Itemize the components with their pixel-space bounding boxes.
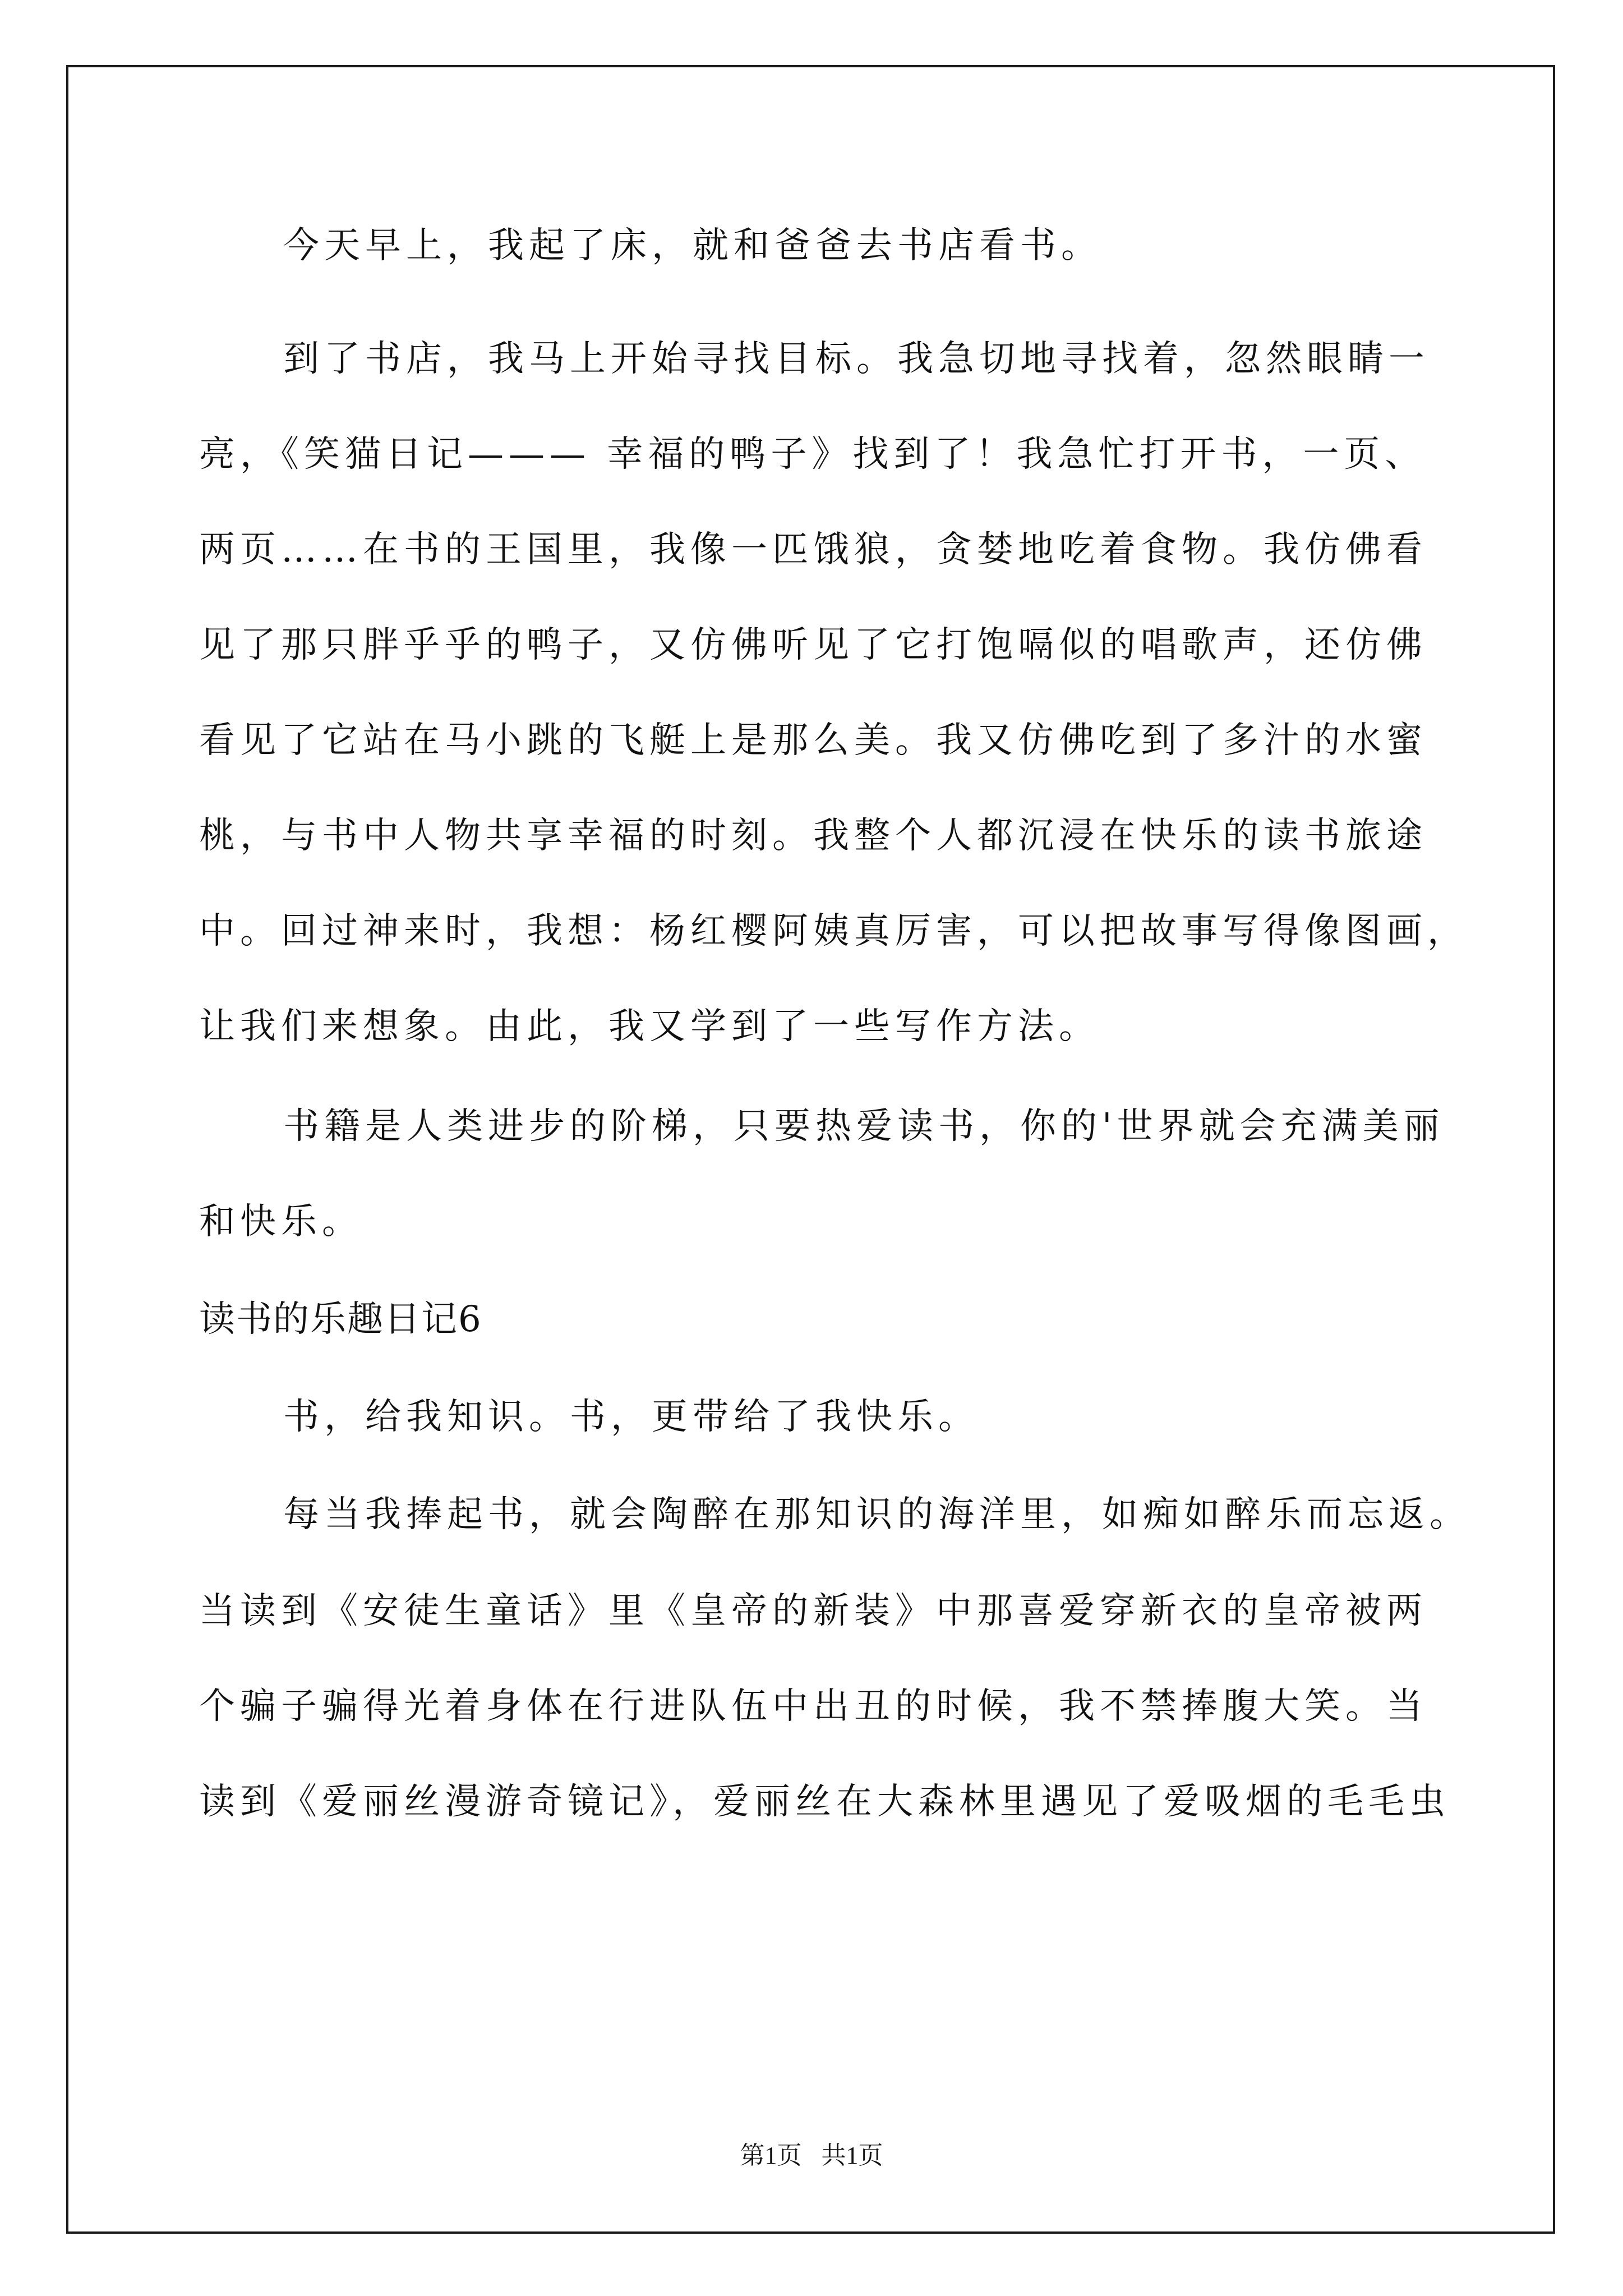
paragraph-line: 和快乐。 — [199, 1201, 363, 1243]
paragraph-line: 中。回过神来时，我想：杨红樱阿姨真厉害，可以把故事写得像图画， — [199, 910, 1468, 952]
paragraph-line: 每当我捧起书，就会陶醉在那知识的海洋里，如痴如醉乐而忘返。 — [283, 1494, 1470, 1535]
paragraph-line: 书籍是人类进步的阶梯，只要热爱读书，你的'世界就会充满美丽 — [283, 1106, 1445, 1147]
paragraph-line: 看见了它站在马小跳的飞艇上是那么美。我又仿佛吃到了多汁的水蜜 — [199, 720, 1427, 761]
paragraph-line: 让我们来想象。由此，我又学到了一些写作方法。 — [199, 1006, 1100, 1047]
paragraph-line: 两页……在书的王国里，我像一匹饿狼，贪婪地吃着食物。我仿佛看 — [199, 529, 1427, 570]
paragraph-line: 桃，与书中人物共享幸福的时刻。我整个人都沉浸在快乐的读书旅途 — [199, 815, 1427, 857]
page-number-label: 第1页 — [740, 2142, 802, 2169]
paragraph-line: 亮，《笑猫日记——— 幸福的鸭子》找到了！我急忙打开书，一页、 — [199, 434, 1426, 475]
paragraph-line: 到了书店，我马上开始寻找目标。我急切地寻找着，忽然眼睛一 — [283, 338, 1430, 380]
section-heading: 读书的乐趣日记6 — [199, 1299, 482, 1340]
paragraph-line: 今天早上，我起了床，就和爸爸去书店看书。 — [283, 225, 1102, 266]
page-total-label: 共1页 — [821, 2142, 883, 2169]
paragraph-line: 当读到《安徒生童话》里《皇帝的新装》中那喜爱穿新衣的皇帝被两 — [199, 1590, 1427, 1632]
paragraph-line: 个骗子骗得光着身体在行进队伍中出丑的时候，我不禁捧腹大笑。当 — [199, 1686, 1427, 1727]
paragraph-line: 见了那只胖乎乎的鸭子，又仿佛听见了它打饱嗝似的唱歌声，还仿佛 — [199, 624, 1427, 666]
paragraph-line: 读到《爱丽丝漫游奇镜记》，爱丽丝在大森林里遇见了爱吸烟的毛毛虫 — [199, 1781, 1450, 1823]
paragraph-line: 书，给我知识。书，更带给了我快乐。 — [283, 1396, 979, 1438]
page-footer — [0, 2139, 1623, 2173]
